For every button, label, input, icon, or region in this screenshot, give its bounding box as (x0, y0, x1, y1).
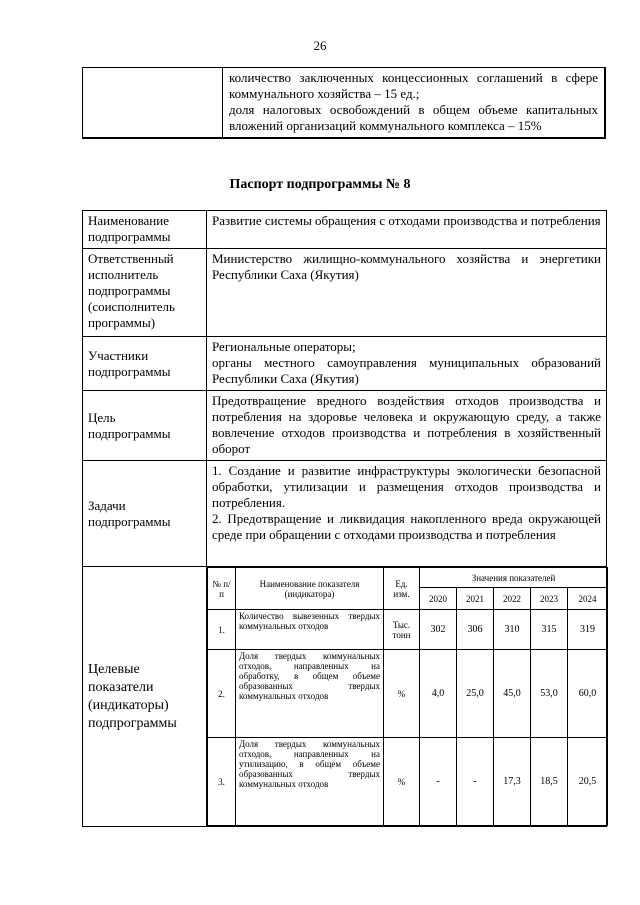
value-executor (207, 249, 607, 337)
header-year: 2024 (568, 588, 608, 610)
indicator-row (208, 650, 608, 738)
row-executor (83, 249, 607, 337)
indicator-name: Доля твердых коммунальных отходов, направленных на утилизацию, в общем объеме образованных твердых коммунальных отходов (236, 738, 384, 826)
indicator-name: Количество вывезенных твердых коммунальных отходов (236, 610, 384, 650)
value-executor-text: Министерство жилищно-коммунального хозяйства и энергетики Республики Саха (Якутия) (212, 251, 601, 282)
indicator-value: 319 (568, 610, 608, 650)
header-name: Наименование показателя (индикатора) (236, 568, 384, 610)
header-num: № п/п (208, 568, 236, 610)
header-year: 2021 (457, 588, 494, 610)
indicator-value: 315 (531, 610, 568, 650)
indicator-line-concessions: количество заключенных концессионных соглашений в сфере коммунального хозяйства – 15 ед.; (229, 70, 598, 101)
indicator-num: 3. (208, 738, 236, 826)
indicator-value: 53,0 (531, 650, 568, 738)
indicator-value: 20,5 (568, 738, 608, 826)
continued-table-value-cell (223, 68, 606, 139)
value-goal-text: Предотвращение вредного воздействия отходов производства и потребления на здоровье человека и окружающую среду, а также вовлечение отходов производства и потребления в хозяйственный оборот (212, 393, 601, 456)
participants-line-2: органы местного самоуправления муниципальных образований Республики Саха (Якутия) (212, 355, 601, 386)
indicator-row (208, 738, 608, 826)
value-indicators (207, 567, 607, 827)
task-1: 1. Создание и развитие инфраструктуры экологически безопасной обработки, утилизации и размещения отходов производства и потребления. (212, 463, 601, 510)
row-tasks (83, 461, 607, 567)
indicator-row (208, 610, 608, 650)
label-executor: Ответственный исполнитель подпрограммы (соисполнитель программы) (83, 249, 207, 337)
section-title: Паспорт подпрограммы № 8 (229, 177, 411, 192)
indicator-value: 25,0 (457, 650, 494, 738)
indicator-header-row-1 (208, 568, 608, 588)
task-2: 2. Предотвращение и ликвидация накопленного вреда окружающей среде при обращении с отходами производства и потребления (212, 511, 601, 542)
row-name (83, 211, 607, 249)
continued-table-empty-cell (83, 68, 223, 139)
indicator-value: 45,0 (494, 650, 531, 738)
value-participants (207, 337, 607, 391)
label-tasks: Задачи подпрограммы (83, 461, 207, 567)
indicator-num: 2. (208, 650, 236, 738)
value-goal (207, 391, 607, 461)
indicator-value: 18,5 (531, 738, 568, 826)
label-indicators: Целевые показатели (индикаторы) подпрограммы (83, 567, 207, 827)
header-unit: Ед. изм. (384, 568, 420, 610)
header-year: 2020 (420, 588, 457, 610)
passport-table (82, 210, 607, 827)
indicator-value: 306 (457, 610, 494, 650)
indicator-table (207, 567, 608, 826)
value-tasks (207, 461, 607, 567)
indicator-value: 4,0 (420, 650, 457, 738)
indicator-unit: % (384, 738, 420, 826)
indicator-value: 310 (494, 610, 531, 650)
participants-line-1: Региональные операторы; (212, 339, 356, 354)
indicator-line-tax-exemptions: доля налоговых освобождений в общем объеме капитальных вложений организаций коммунального комплекса – 15% (229, 102, 598, 133)
indicator-value: 60,0 (568, 650, 608, 738)
header-year: 2022 (494, 588, 531, 610)
row-participants (83, 337, 607, 391)
indicator-value: 302 (420, 610, 457, 650)
header-values: Значения показателей (420, 568, 608, 588)
page-number: 26 (313, 38, 327, 53)
label-goal: Цель подпрограммы (83, 391, 207, 461)
indicator-value: - (420, 738, 457, 826)
continued-table (82, 67, 606, 139)
indicator-value: 17,3 (494, 738, 531, 826)
indicator-unit: Тыс. тонн (384, 610, 420, 650)
value-name (207, 211, 607, 249)
indicator-value: - (457, 738, 494, 826)
indicator-name: Доля твердых коммунальных отходов, направленных на обработку, в общем объеме образованных твердых коммунальных отходов (236, 650, 384, 738)
indicator-unit: % (384, 650, 420, 738)
label-participants: Участники подпрограммы (83, 337, 207, 391)
row-indicators (83, 567, 607, 827)
indicator-num: 1. (208, 610, 236, 650)
header-year: 2023 (531, 588, 568, 610)
label-name: Наименование подпрограммы (83, 211, 207, 249)
row-goal (83, 391, 607, 461)
value-name-text: Развитие системы обращения с отходами производства и потребления (212, 213, 601, 228)
